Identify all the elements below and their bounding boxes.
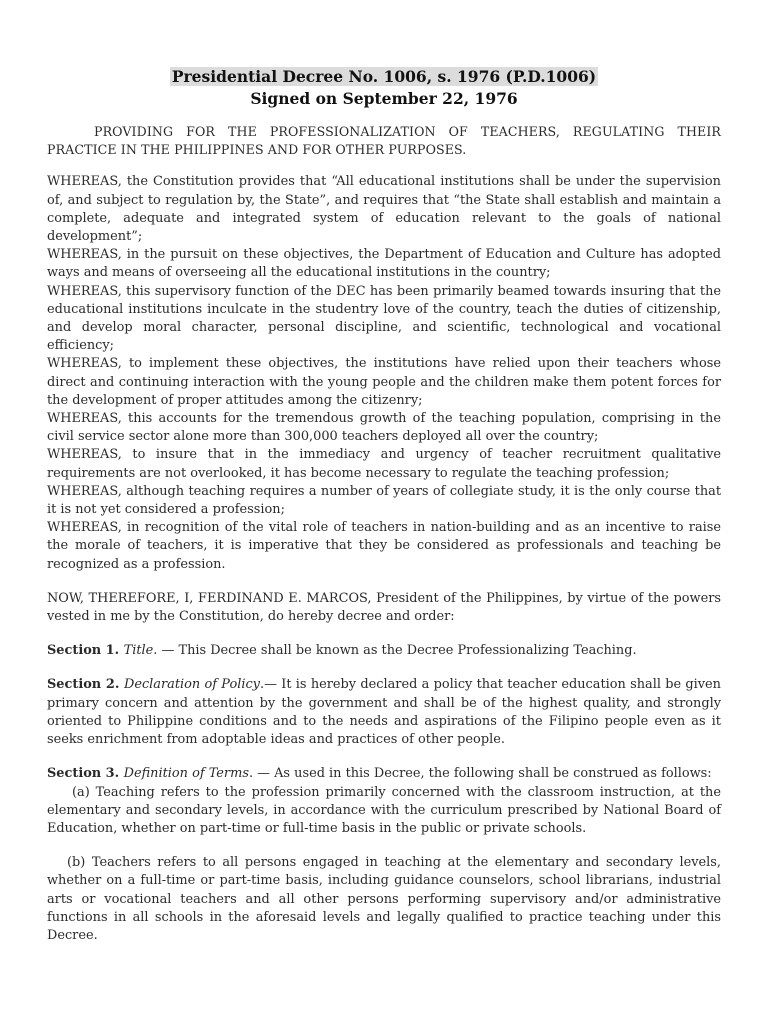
whereas-clause-5: WHEREAS, this accounts for the tremendous growth of the teaching population, comprising in the civil service sector alone more than 300,000 teachers deployed all over the country;	[47, 411, 721, 445]
whereas-clause-2: WHEREAS, in the pursuit on these objectives, the Department of Education and Culture has adopted ways and means of overseeing all the educational institutions in the country;	[47, 247, 721, 281]
section-3-text: As used in this Decree, the following shall be construed as follows:	[274, 766, 712, 782]
definition-b: (b) Teachers refers to all persons engaged in teaching at the elementary and secondary levels, whether on a full-time or part-time basis, including guidance counselors, school librarians, industrial arts or vocational teachers and all other persons performing supervisory and/or administrative functions in all schools in the aforesaid levels and legally qualified to practice teaching under this Decree.	[47, 855, 721, 943]
decree-title	[47, 66, 721, 88]
whereas-clause-3: WHEREAS, this supervisory function of the DEC has been primarily beamed towards insuring that the educational institutions inculcate in the studentry love of the country, teach the duties of citizenship, and develop moral character, personal discipline, and scientific, technological and vocational efficiency;	[47, 283, 721, 354]
enacting-clause: NOW, THEREFORE, I, FERDINAND E. MARCOS, President of the Philippines, by virtue of the powers vested in me by the Constitution, do hereby decree and order:	[47, 590, 721, 625]
section-1-text: This Decree shall be known as the Decree Professionalizing Teaching.	[178, 643, 637, 659]
whereas-clause-4: WHEREAS, to implement these objectives, the institutions have relied upon their teachers whose direct and continuing interaction with the young people and the children make them potent forces for the development of proper attitudes among the citizenry;	[47, 356, 721, 408]
section-3-label: Section 3	[47, 766, 115, 782]
section-2-title: Declaration of Policy	[124, 677, 260, 693]
whereas-clause-1: WHEREAS, the Constitution provides that “All educational institutions shall be under the supervision of, and subject to regulation by, the State”, and requires that “the State shall establish and maintain a complete, adequate and integrated system of education relevant to the goals of national development”;	[47, 174, 721, 245]
signed-date: Signed on September 22, 1976	[250, 89, 518, 108]
decree-title-text: Presidential Decree No. 1006, s. 1976 (P.D.1006)	[171, 67, 597, 86]
section-1: Section 1. Title. — This Decree shall be known as the Decree Professionalizing Teaching.	[47, 643, 637, 659]
whereas-clause-8: WHEREAS, in recognition of the vital role of teachers in nation-building and as an incentive to raise the morale of teachers, it is imperative that they be considered as professionals and teaching be recognized as a profession.	[47, 520, 721, 572]
section-2-label: Section 2	[47, 677, 115, 693]
whereas-clause-6: WHEREAS, to insure that in the immediacy and urgency of teacher recruitment qualitative requirements are not overlooked, it has become necessary to regulate the teaching profession;	[47, 447, 721, 481]
section-3-title: Definition of Terms	[123, 766, 249, 782]
section-2: Section 2. Declaration of Policy.— It is hereby declared a policy that teacher education shall be given primary concern and attention by the government and shall be of the highest quality, and strongly oriented to Philippine conditions and to the needs and aspirations of the Filipino people even as it seeks enrichment from adoptable ideas and practices of other people.	[47, 677, 721, 748]
section-2-text: It is hereby declared a policy that teacher education shall be given primary concern and attention by the government and shall be of the highest quality, and strongly oriented to Philippine conditions and to the needs and aspirations of the Filipino people even as it seeks enrichment from adoptable ideas and practices of other people.	[47, 677, 721, 748]
definition-a: (a) Teaching refers to the profession primarily concerned with the classroom instruction, at the elementary and secondary levels, in accordance with the curriculum prescribed by National Board of Education, whether on part-time or full-time basis in the public or private schools.	[47, 784, 721, 836]
whereas-clause-7: WHEREAS, although teaching requires a number of years of collegiate study, it is the only course that it is not yet considered a profession;	[47, 483, 721, 518]
section-1-label: Section 1	[47, 643, 115, 659]
section-1-title: Title	[123, 643, 154, 659]
section-3: Section 3. Definition of Terms. — As used in this Decree, the following shall be construed as follows:	[47, 766, 712, 782]
decree-caption: PROVIDING FOR THE PROFESSIONALIZATION OF TEACHERS, REGULATING THEIR PRACTICE IN THE PHILIPPINES AND FOR OTHER PURPOSES.	[47, 124, 721, 158]
whereas-clauses	[47, 173, 721, 573]
